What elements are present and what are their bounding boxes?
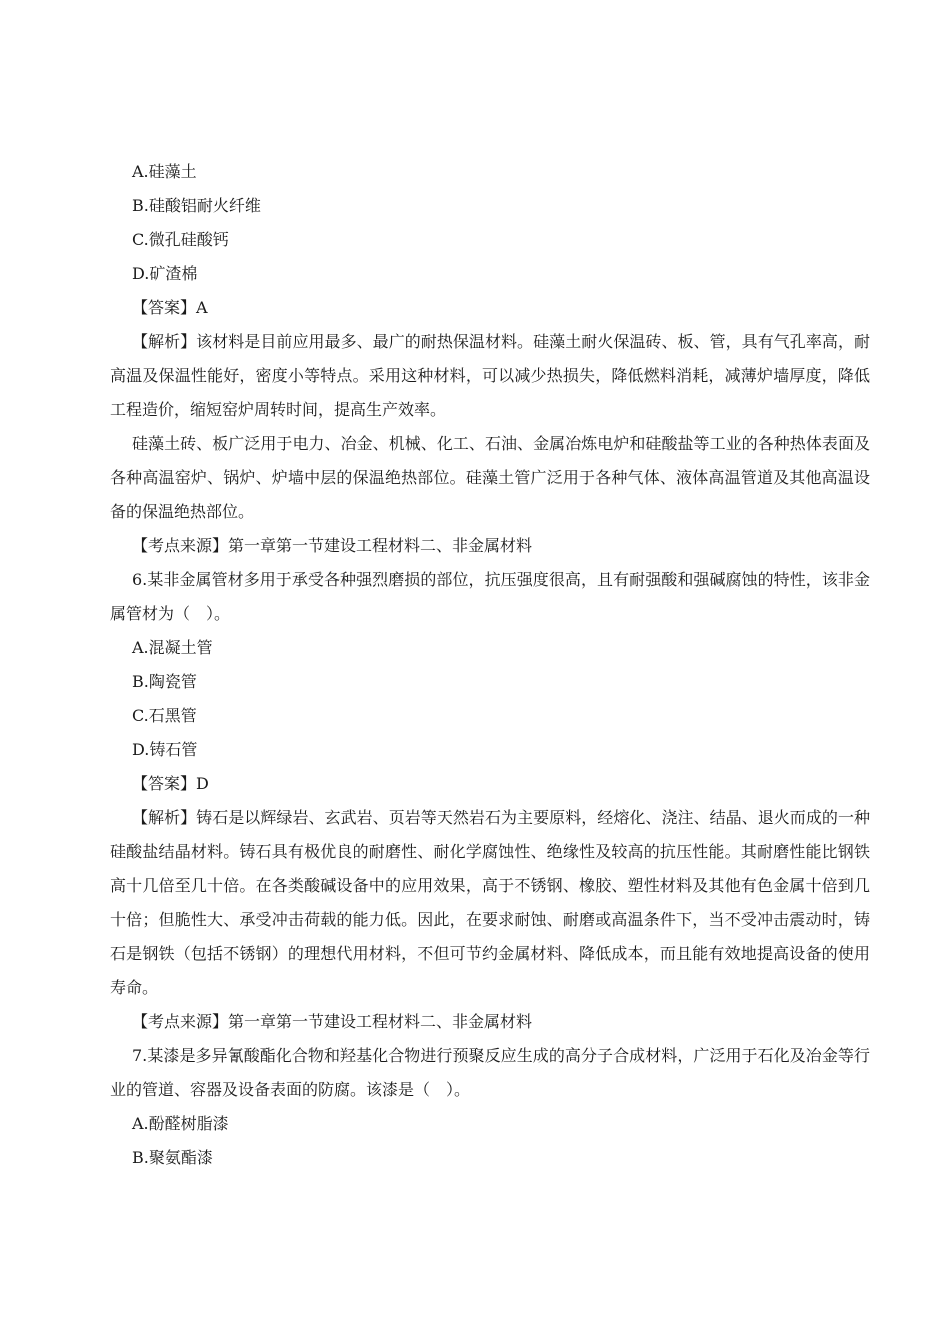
q5-option-a: A.硅藻土 (132, 162, 197, 181)
q6-option-a: A.混凝土管 (132, 638, 213, 657)
q5-option-d: D.矿渣棉 (132, 264, 198, 283)
q6-analysis: 【解析】铸石是以辉绿岩、玄武岩、页岩等天然岩石为主要原料，经熔化、浇注、结晶、退火而成的一种硅酸盐结晶材料。铸石具有极优良的耐磨性、耐化学腐蚀性、绝缘性及较高的抗压性能。其耐磨性能比钢铁高十几倍至几十倍。在各类酸碱设备中的应用效果，高于不锈钢、橡胶、塑性材料及其他有色金属十倍到几十倍；但脆性大、承受冲击荷载的能力低。因此，在要求耐蚀、耐磨或高温条件下，当不受冲击震动时，铸石是钢铁（包括不锈钢）的理想代用材料，不但可节约金属材料、降低成本，而且能有效地提高设备的使用寿命。 (110, 808, 870, 997)
q7-option-b: B.聚氨酯漆 (132, 1148, 213, 1167)
q6-option-d: D.铸石管 (132, 740, 198, 759)
q5-analysis-paragraph-1: 【解析】该材料是目前应用最多、最广的耐热保温材料。硅藻土耐火保温砖、板、管，具有气孔率高，耐高温及保温性能好，密度小等特点。采用这种材料，可以减少热损失，降低燃料消耗，减薄炉墙厚度，降低工程造价，缩短窑炉周转时间，提高生产效率。 (110, 332, 870, 419)
q6-answer: 【答案】D (132, 774, 209, 793)
q6-source: 【考点来源】第一章第一节建设工程材料二、非金属材料 (132, 1012, 533, 1031)
q5-option-b: B.硅酸铝耐火纤维 (132, 196, 261, 215)
page-content (110, 155, 870, 1175)
q6-option-c: C.石黑管 (132, 706, 197, 725)
q6-stem: 6.某非金属管材多用于承受各种强烈磨损的部位，抗压强度很高，且有耐强酸和强碱腐蚀的特性，该非金属管材为（ ）。 (110, 570, 870, 623)
q5-analysis-paragraph-2: 硅藻土砖、板广泛用于电力、冶金、机械、化工、石油、金属冶炼电炉和硅酸盐等工业的各种热体表面及各种高温窑炉、锅炉、炉墙中层的保温绝热部位。硅藻土管广泛用于各种气体、液体高温管道及其他高温设备的保温绝热部位。 (110, 434, 870, 521)
q6-option-b: B.陶瓷管 (132, 672, 197, 691)
q5-source: 【考点来源】第一章第一节建设工程材料二、非金属材料 (132, 536, 533, 555)
q5-option-c: C.微孔硅酸钙 (132, 230, 229, 249)
q7-option-a: A.酚醛树脂漆 (132, 1114, 229, 1133)
q7-stem: 7.某漆是多异氰酸酯化合物和羟基化合物进行预聚反应生成的高分子合成材料，广泛用于石化及冶金等行业的管道、容器及设备表面的防腐。该漆是（ ）。 (110, 1046, 870, 1099)
q5-answer: 【答案】A (132, 298, 208, 317)
